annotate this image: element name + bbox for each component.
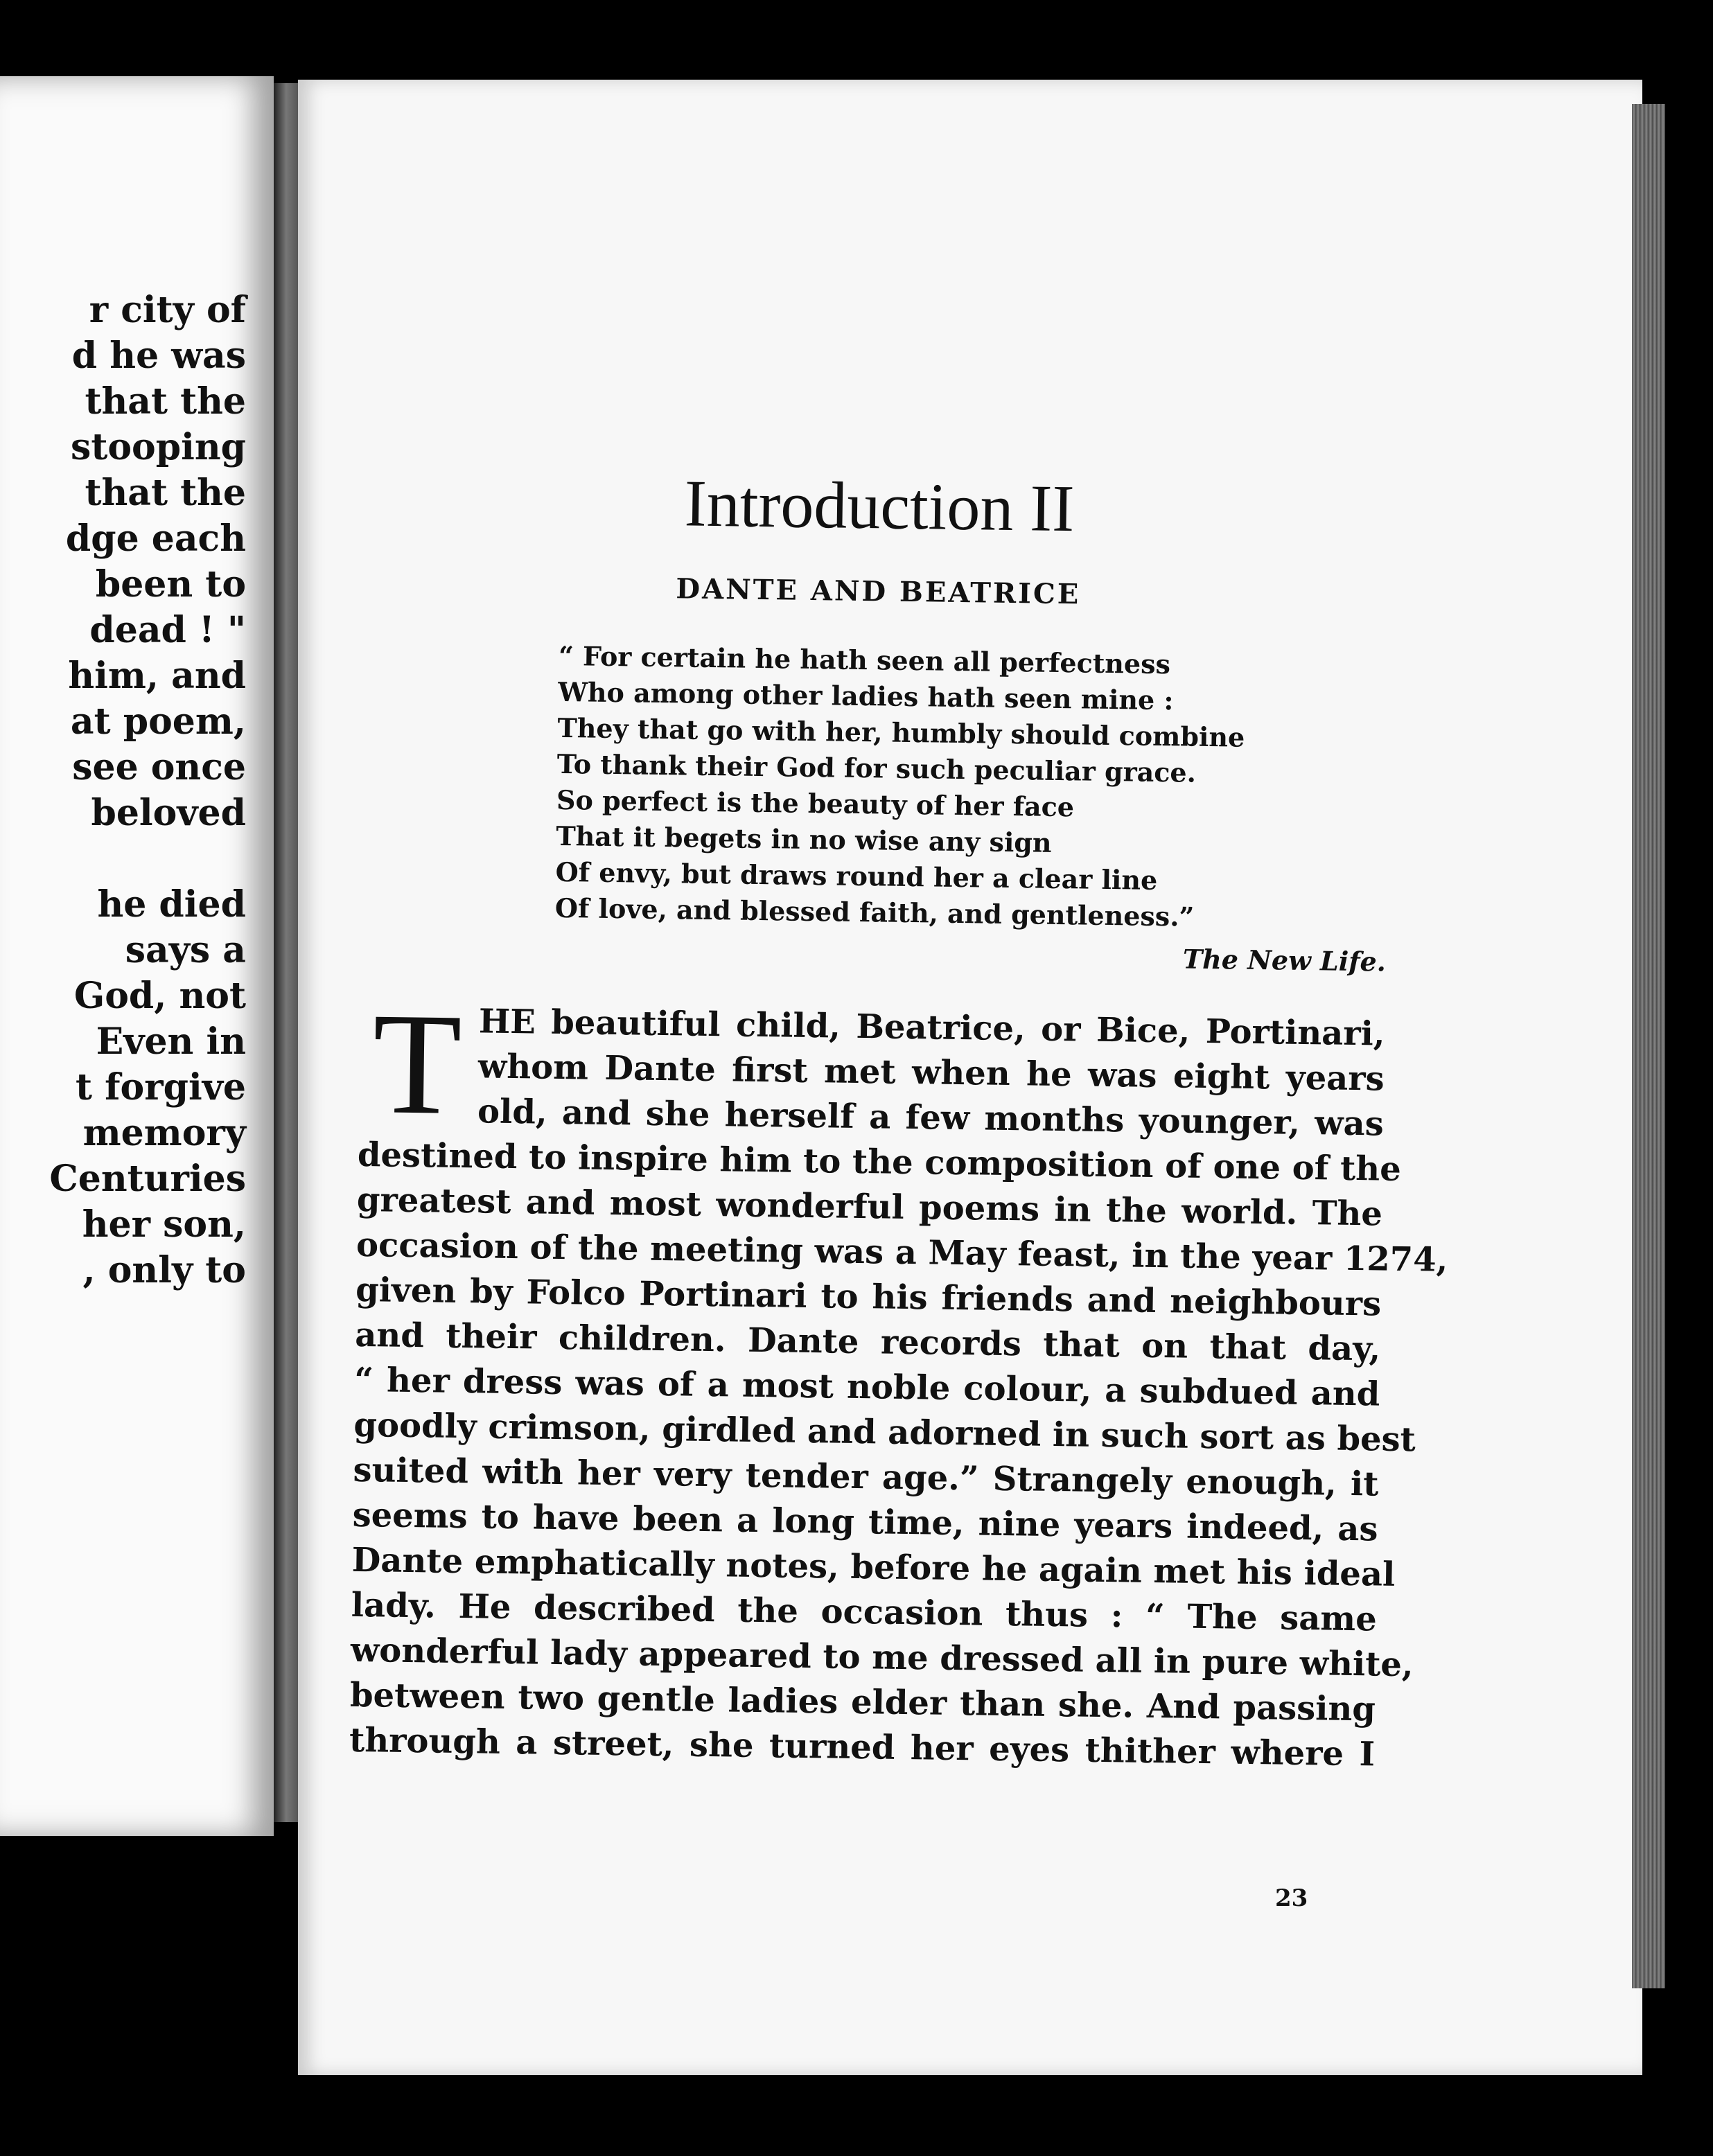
left-page-line: see once	[72, 746, 246, 788]
body-line: Dante emphatically notes, before he again met his ideal	[351, 1540, 1396, 1594]
left-page-line: t forgive	[76, 1066, 246, 1108]
epigraph-line: “ For certain he hath seen all perfectness	[558, 639, 1171, 680]
left-page-line: dge each	[65, 518, 246, 560]
left-page-line: says a	[125, 929, 246, 971]
epigraph-line: Of love, and blessed faith, and gentleness.”	[554, 892, 1195, 933]
page-number: 23	[1275, 1884, 1308, 1912]
body-line: whom Dante first met when he was eight years	[477, 1047, 1385, 1099]
epigraph-line: Who among other ladies hath seen mine :	[557, 675, 1174, 716]
left-page-line: at poem,	[70, 700, 246, 743]
left-page-line: God, not	[73, 975, 246, 1017]
left-page-text	[0, 288, 246, 1293]
body-line: between two gentle ladies elder than she. And passing	[349, 1675, 1376, 1729]
body-line: through a street, she turned her eyes thither where I	[349, 1720, 1376, 1774]
epigraph-line: They that go with her, humbly should combine	[557, 712, 1245, 753]
left-page-line: that the	[85, 380, 246, 423]
left-page-line: Centuries	[49, 1158, 246, 1200]
left-page-line: her son,	[82, 1203, 246, 1246]
epigraph	[555, 638, 1391, 938]
body-text	[349, 983, 1448, 1778]
left-page-line: d he was	[71, 335, 246, 377]
left-page-line	[0, 836, 246, 882]
body-line: goodly crimson, girdled and adorned in such sort as best	[353, 1405, 1416, 1460]
body-line: seems to have been a long time, nine years indeed, as	[352, 1495, 1378, 1549]
left-facing-page	[0, 76, 274, 1836]
body-line: destined to inspire him to the composition of one of the	[357, 1135, 1402, 1189]
body-line: old, and she herself a few months younger, was	[477, 1092, 1385, 1144]
body-line: greatest and most wonderful poems in the world. The	[356, 1180, 1383, 1234]
body-line: “ her dress was of a most noble colour, a subdued and	[354, 1360, 1380, 1414]
left-page-line: Even in	[96, 1020, 246, 1063]
left-page-line: he died	[97, 883, 246, 926]
body-line: given by Folco Portinari to his friends and neighbours	[355, 1270, 1382, 1324]
drop-cap: T	[371, 983, 463, 1145]
chapter-title: Introduction II	[684, 466, 1075, 546]
epigraph-line: So perfect is the beauty of her face	[556, 784, 1075, 823]
left-page-line: dead ! "	[89, 609, 246, 651]
body-line: wonderful lady appeared to me dressed all in pure white,	[350, 1630, 1414, 1685]
epigraph-line: That it begets in no wise any sign	[556, 820, 1052, 858]
body-line: occasion of the meeting was a May feast, in the year 1274,	[355, 1225, 1448, 1280]
page-content	[349, 457, 1448, 1777]
left-page-line: r city of	[89, 289, 246, 331]
page-edge	[1632, 104, 1665, 1988]
left-page-line: that the	[85, 472, 246, 514]
left-page-line: stooping	[71, 426, 246, 468]
body-line: HE beautiful child, Beatrice, or Bice, Portinari,	[478, 1002, 1385, 1054]
left-page-line: memory	[82, 1112, 246, 1154]
left-page-line: , only to	[82, 1249, 246, 1291]
left-page-line: him, and	[68, 655, 246, 697]
left-page-line: beloved	[91, 792, 246, 834]
epigraph-line: Of envy, but draws round her a clear line	[555, 856, 1158, 896]
body-line: lady. He described the occasion thus : “ The same	[351, 1585, 1378, 1639]
left-page-line: been to	[95, 563, 246, 606]
body-line: and their children. Dante records that on that day,	[354, 1315, 1381, 1369]
chapter-subtitle: DANTE AND BEATRICE	[676, 572, 1081, 611]
body-line: suited with her very tender age.” Strangely enough, it	[353, 1450, 1379, 1504]
epigraph-line: To thank their God for such peculiar grace.	[556, 748, 1197, 788]
epigraph-attribution: The New Life.	[1182, 943, 1387, 978]
